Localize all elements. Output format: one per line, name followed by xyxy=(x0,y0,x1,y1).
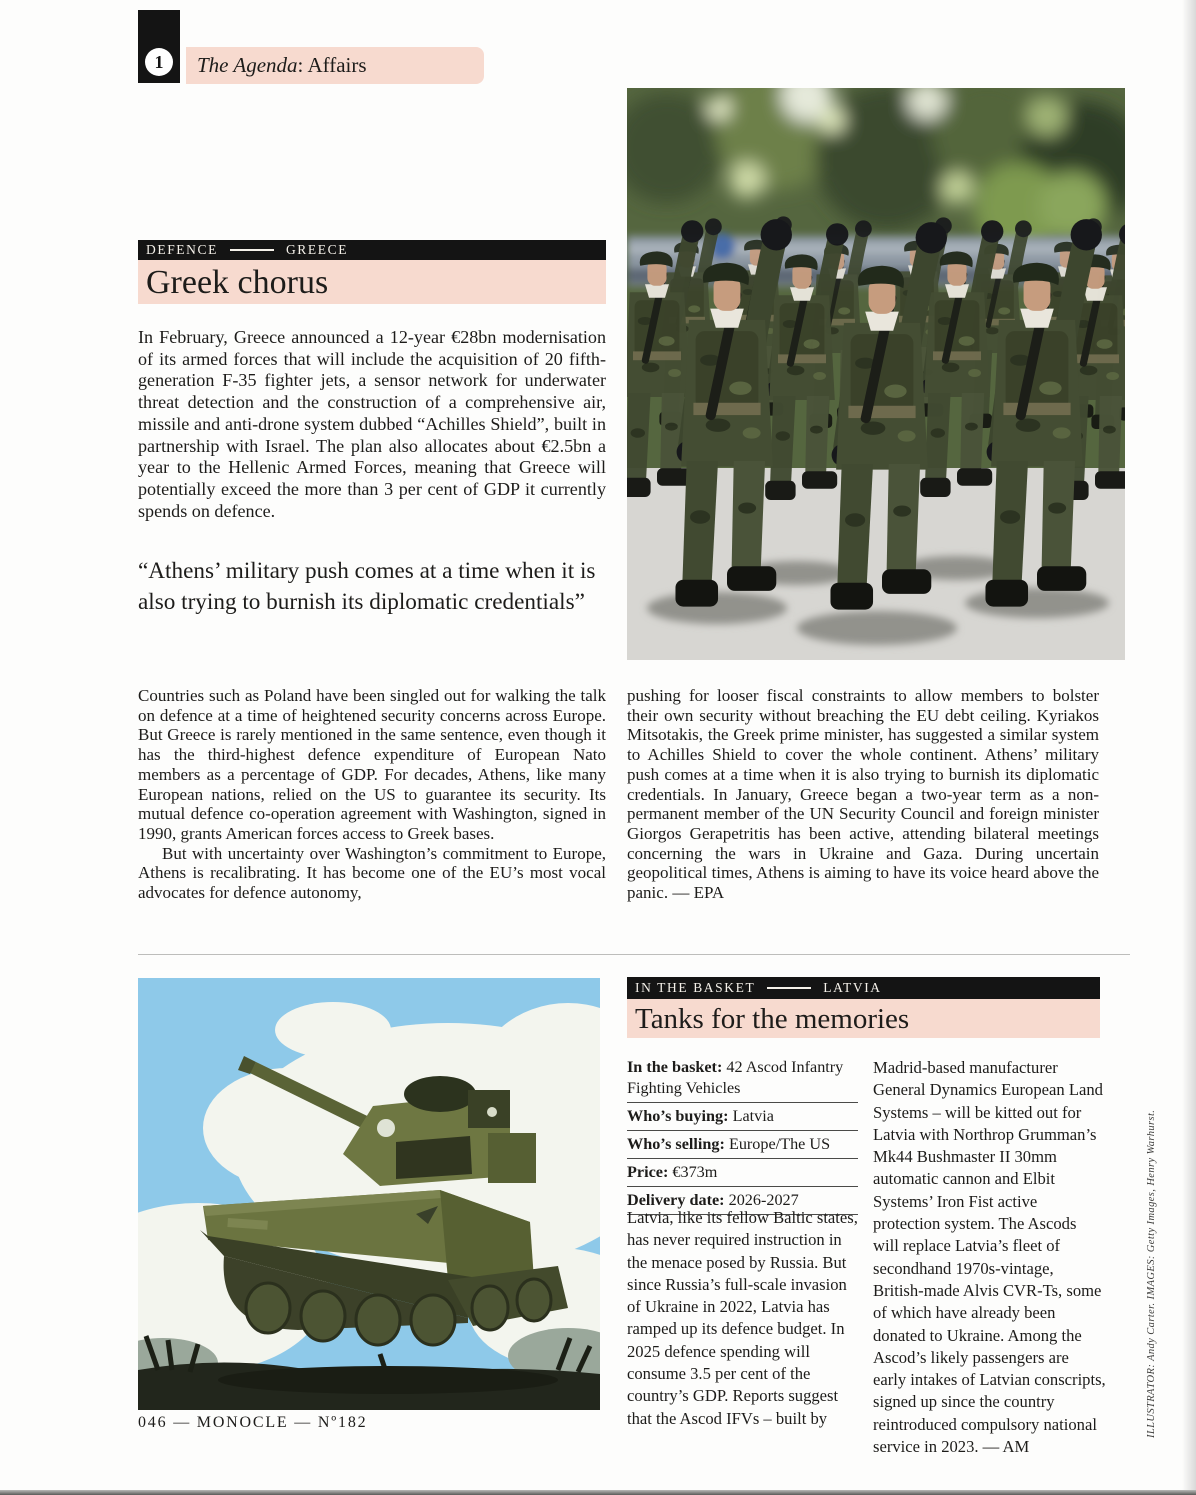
fact-value: Latvia xyxy=(732,1107,774,1125)
article2-category: IN THE BASKET xyxy=(635,980,756,995)
article1-col1-p2: But with uncertainty over Washington’s commitment to Europe, Athens is recalibrating. It has become one of the EU’s most vocal advocates for defence autonomy, xyxy=(138,843,606,903)
fact-row-seller xyxy=(627,1131,858,1159)
fact-label: Price: xyxy=(627,1163,669,1181)
article1-intro: In February, Greece announced a 12-year €28bn modernisation of its armed forces that will include the acquisition of 20 fifth-generation F-35 fighter jets, a sensor network for underwater threat detection and the construction of a comprehensive air, missile and anti-drone system dubbed “Achilles Shield”, built in partnership with Israel. The plan also allocates about €2.5bn a year to the Hellenic Armed Forces, meaning that Greece will potentially exceed the more than 3 per cent of GDP it currently spends on defence. xyxy=(138,327,606,521)
article2-col2-text: Madrid-based manufacturer General Dynamics European Land Systems – will be kitted out for Latvia with Northrop Grumman’s Mk44 Bushmaster II 30mm automatic cannon and Elbit Systems’ Iron Fist active protection system. The Ascods will replace Latvia’s fleet of secondhand 1970s-vintage, British-made Alvis CVR-Ts, some of which have already been donated to Ukraine. Among the Ascod’s likely passengers are early intakes of Latvian conscripts, signed up since the country reintroduced compulsory national service in 2023. — AM xyxy=(873,1058,1106,1457)
article2-title: Tanks for the memories xyxy=(635,1003,910,1035)
article1-column-2 xyxy=(627,686,1099,903)
article2-column-2 xyxy=(873,1057,1106,1458)
section-number-badge xyxy=(145,48,173,76)
kicker-rest: : Affairs xyxy=(297,53,367,77)
fact-label: Who’s selling: xyxy=(627,1135,725,1153)
article1-category: DEFENCE xyxy=(146,242,218,257)
article2-title-band xyxy=(627,999,1100,1038)
article1-category-bar xyxy=(138,240,606,260)
category-dash-rule xyxy=(767,987,811,989)
article1-column-1 xyxy=(138,686,606,903)
fact-value: 2026-2027 xyxy=(728,1191,799,1209)
kicker-banner xyxy=(186,47,484,84)
image-credit: ILLUSTRATOR: Andy Carter. IMAGES: Getty Images, Henry Warhurst. xyxy=(1146,1109,1157,1438)
page-edge-shadow xyxy=(1182,0,1196,1495)
article2-category-bar xyxy=(627,977,1100,999)
kicker-title: The Agenda xyxy=(197,53,298,77)
section-number: 1 xyxy=(154,52,164,72)
article2-col1-text: Latvia, like its fellow Baltic states, has never required instruction in the menace posed by Russia. But since Russia’s full-scale invasion of Ukraine in 2022, Latvia has ramped up its defence budget. In 2025 defence spending will consume 3.5 per cent of the country’s GDP. Reports suggest that the Ascod IFVs – built by xyxy=(627,1208,858,1428)
fact-value: Europe/The US xyxy=(728,1135,831,1153)
fact-row-buyer xyxy=(627,1103,858,1131)
article1-pull-quote: “Athens’ military push comes at a time when it is also trying to burnish its diplomatic credentials” xyxy=(138,558,596,615)
section-divider-rule xyxy=(138,954,1130,955)
article2-region: LATVIA xyxy=(823,980,882,995)
article1-col1-p1: Countries such as Poland have been singled out for walking the talk on defence at a time of heightened security concerns across Europe. But Greece is rarely mentioned in the same sentence, even though it has the third-highest defence expenditure of European Nato members as a percentage of GDP. For decades, Athens, like many European nations, relied on the US to guarantee its security. Its mutual defence co-operation agreement with Washington, signed in 1990, grants American forces access to Greek bases. xyxy=(138,686,606,843)
article1-col2-p1: pushing for looser fiscal constraints to allow members to bolster their own security without breaching the EU debt ceiling. Kyriakos Mitsotakis, the Greek prime minister, has suggested a similar system to Achilles Shield to cover the whole continent. Athens’ military push comes at a time when it is also trying to burnish its diplomatic credentials. In January, Greece began a two-year term as a non-permanent member of the UN Security Council and foreign minister Giorgos Gerapetritis has been active, attending bilateral meetings concerning the wars in Ukraine and Gaza. During uncertain geopolitical times, Athens is aiming to have its voice heard above the panic. — EPA xyxy=(627,686,1099,903)
fact-table xyxy=(627,1054,858,1215)
parade-photo xyxy=(627,88,1125,660)
article2-column-1 xyxy=(627,1207,860,1430)
article1-title-band xyxy=(138,260,606,304)
page-bottom-edge-shadow xyxy=(0,1490,1196,1495)
fact-label: Who’s buying: xyxy=(627,1107,729,1125)
tank-illustration xyxy=(138,978,600,1410)
article1-region: GREECE xyxy=(285,242,349,257)
category-dash-rule xyxy=(230,249,274,251)
fact-label: In the basket: xyxy=(627,1058,723,1076)
page-footer: 046 — MONOCLE — Nº182 xyxy=(138,1414,368,1431)
fact-value: 42 Ascod Infantry Fighting Vehicles xyxy=(627,1058,844,1097)
fact-row-price xyxy=(627,1159,858,1187)
fact-value: €373m xyxy=(672,1163,718,1181)
fact-row-basket xyxy=(627,1054,858,1103)
fact-label: Delivery date: xyxy=(627,1191,725,1209)
article1-title: Greek chorus xyxy=(146,264,329,301)
